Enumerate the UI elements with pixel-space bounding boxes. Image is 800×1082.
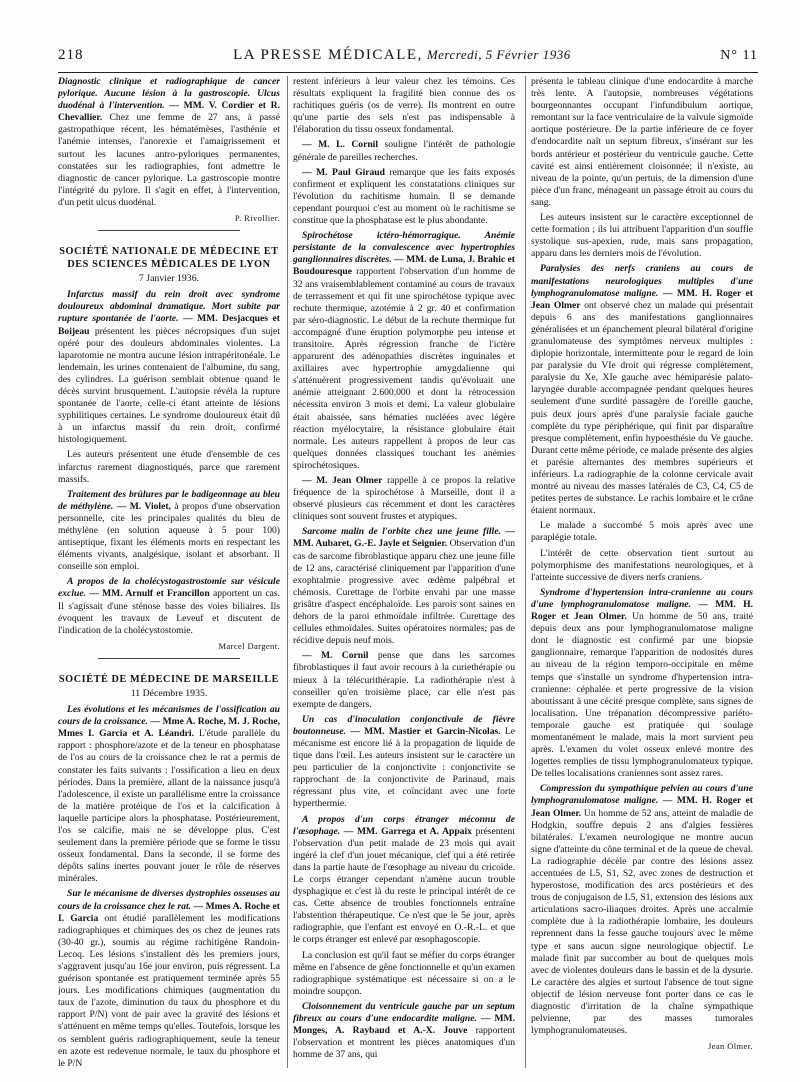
article-text: Observation d'un cas de sarcome fibroblastique apparu chez une jeune fille de 12 ans, caractérisé cliniquement par l'apparition d'une exophtalmie progressive avec œdème palpébral et chémosis. Curettage de l'orbite envahi par une masse grisâtre d'aspect encéphaloïde. Les parois sont saines en dehors de la paroi ethmoïdale infiltrée. Curettage des cellules ethmoïdales. Suites opératoires normales; pas de récidive depuis neuf mois. xyxy=(293,538,515,647)
column-3 xyxy=(531,76,753,1068)
article-authors: — MM. Mastier et Garcin-Nicolas. xyxy=(350,725,501,737)
society-date: 11 Décembre 1935. xyxy=(130,687,208,699)
discussion-olmer xyxy=(293,475,515,523)
article-title: Sarcome malin de l'orbite chez une jeune fille. xyxy=(302,526,501,538)
journal-title: LA PRESSE MÉDICALE, xyxy=(233,47,423,63)
article-title: Compression du sympathique pelvien au cours d'une lymphogranulomatose maligne. xyxy=(531,783,753,807)
article-text: à propos d'une observation personnelle, cite les principales qualités du bleu de méthylène (en solution aqueuse à 5 pour 100) antiseptique, fixant les éléments morts en respectant les éléments vivants, analgésique, isolant et absorbant. Il conseille son emploi. xyxy=(58,500,280,573)
article-authors: — MM. H. Roger et Jean Olmer. xyxy=(531,795,753,819)
article-text: ont observé chez un malade qui présentait depuis 6 ans des manifestations ganglionnaires généralisées et un épanchement pleural bilatéral d'origine granulomateuse des symptômes nerveux multiples : diplopie horizontale, intermittente pour le regard de loin par paralysie du VIe droit qui régresse complètement, paralysie du Xe, XIe gauche avec hémiparésie palato-laryngée durable accompagnée pendant quelques heures seulement d'une surdité passagère de l'oreille gauche, puis deux jours après d'une paralysie faciale gauche complète du type périphérique, qui finit par disparaître presque complètement, enfin hypoesthésie du Ve gauche. Durant cette même période, ce malade présente des algies et parésie alternantes des membres supérieurs et inférieurs. La radiographie de la colonne cervicale avait montré au niveau des masses latérales de C3, C4, C5 de petites pertes de substance. Le rachis lombaire et le crâne étaient normaux. xyxy=(531,299,753,517)
article-text: Un homme de 52 ans, atteint de maladie de Hodgkin, souffre depuis 2 ans d'algies fessières bilatérales. L'examen neurologique ne montre aucun signe d'atteinte du cône terminal et de la queue de cheval. La radiographie décèle par contre des lésions assez accentuées de L5, S1, S2, avec zones de destruction et hyperostose, modification des arcs postérieurs et des trous de conjugaison de L5, S1, extension des lésions aux articulations sacro-iliaques droites. Après une accalmie complète due à la radiothérapie lombaire, les douleurs reprennent dans la fesse gauche toujours avec le même type et sans aucun signe neurologique objectif. Le malade finit par succomber au bout de quelques mois avec de violentes douleurs dans le bassin et de la dysurie. Le caractère des algies et surtout l'absence de tout signe objectif de lésion nerveuse font porter dans ce cas le diagnostic d'irritation de la chaîne sympathique pelvienne, par des masses tumorales lymphogranulomateuses. xyxy=(531,807,753,1037)
signature: Marcel Dargent. xyxy=(218,640,280,651)
signature: Jean Olmer. xyxy=(708,1041,753,1052)
masthead-title-group xyxy=(233,46,571,64)
article-text-continued: restent inférieurs à leur valeur chez les témoins. Ces résultats expliquent la fragilité bien connue des os rachitiques guéris (os de verre). Ils montrent en outre qu'une partie des sels n'est pas indispensable à l'élaboration du tissu osseux fondamental. xyxy=(293,76,515,136)
article-text-continued: Les auteurs insistent sur le caractère exceptionnel de cette formation ; ils lui attribuent l'apparition d'un souffle systolique sus-apexien, rude, mais sans propagation, apparu dans les derniers mois de l'évolution. xyxy=(531,212,753,260)
article-corps-etranger xyxy=(293,814,515,947)
article-desjacques xyxy=(58,289,280,446)
column-rule xyxy=(525,76,526,1068)
issue-date: Mercredi, 5 Février 1936 xyxy=(426,47,571,62)
article-sarcome xyxy=(293,526,515,647)
divider xyxy=(98,230,240,231)
columns xyxy=(58,76,760,1068)
article-spirochetose xyxy=(293,230,515,472)
article-text: souligne l'intérêt de pathologie générale de pareilles recherches. xyxy=(293,139,515,163)
column-rule xyxy=(287,76,288,1068)
article-title: Paralysies des nerfs craniens au cours de manifestations neurologiques multiples d'une lymphogranulomatose maligne. xyxy=(531,263,753,299)
article-text: Un homme de 50 ans, traité depuis deux ans pour lymphogranulomatose maligne dont le diagnostic est confirmé par une biopsie ganglionnaire, remarque l'apparition de nodosités dures au niveau de la région temporo-occipitale en même temps que s'installe un syndrome d'hypertension intra-cranienne: céphalée et perte progressive de la vision aboutissant à une cécité presque complète, sans signes de localisation. Une trépanation décompressive pariéto-temporale gauche est pratiquée qui soulage momentanément le malade, mais la mort survient peu après. L'examen du volet osseux enlevé montre des logettes remplies de tissu lymphogranulomateux typique. De telles localisations craniennes sont assez rares. xyxy=(531,611,753,780)
article-authors: — Mme A. Roche, M. J. Roche, Mmes I. Garcia et A. Léandri. xyxy=(58,716,280,740)
masthead xyxy=(58,46,758,73)
article-text: rapportent l'observation d'un homme de 32 ans vraisemblablement contaminé au cours de travaux de terrassement et qui fit une spirochétose typique avec rechute thermique, azotémie à 2 gr. 40 et confirmation par séro-diagnostic. Le début de la rechute thermique fut accompagné d'une éruption polymorphe peu intense et transitoire. Après régression franche de l'ictère apparurent des adénopathies discrètes inguinales et axillaires avec hypertrophie amygdalienne qui s'atténuèrent progressivement tandis qu'évoluait une anémie atteignant 2.600.000 et dont la rétrocession nécessita environ 3 mois et demi. La valeur globulaire était abaissée, sans hématies nucléées avec légère réaction myélocytaire, la résistance globulaire était normale. Les auteurs rappellent à propos de leur cas quelques données classiques touchant les anémies spirochétosiques. xyxy=(293,266,515,471)
article-text: rappelle à ce propos la relative fréquence de la spirochétose à Marseille, dont il a observé plusieurs cas récemment et dont les caractères cliniques sont souvent frustes et atypiques. xyxy=(293,475,515,523)
page-number: 218 xyxy=(58,47,84,63)
article-text: Chez une femme de 27 ans, à passé gastropathique récent, les hématémèses, l'asthénie et l'anémie intenses, l'anorexie et l'amaigrissement et surtout les lacunes antro-pyloriques permanentes, constatées sur les radiographies, font admettre le diagnostic de cancer pylorique. La gastroscopie montre l'intégrité du pylore. Il s'agit en effet, à l'intervention, d'un petit ulcus duodénal. xyxy=(58,112,280,208)
article-text-continued: Les auteurs présentent une étude d'ensemble de ces infarctus rarement diagnostiqués, parce que rarement massifs. xyxy=(58,449,280,485)
article-cloisonnement xyxy=(293,1001,515,1061)
society-heading: SOCIÉTÉ DE MÉDECINE DE MARSEILLE xyxy=(58,673,280,685)
article-text: remarque que les faits exposés confirment et expliquent les constatations cliniques sur l'évolution du rachitisme humain. Il se demande cependant pourquoi c'est au moment où le rachitisme se constitue que la phosphatase est le plus abondante. xyxy=(293,166,515,227)
article-authors: — MM. Monges, A. Raybaud et A.-X. Jouve xyxy=(293,1013,515,1037)
signature: P. Rivollier. xyxy=(234,213,280,224)
article-violet xyxy=(58,489,280,574)
column-1 xyxy=(58,76,280,1068)
article-text: pense que dans les sarcomes fibroblastiques il faut avoir recours à la curiethérapie ou mieux à la télécurithérapie. La radiothérapie n'est à conseiller qu'en troisième place, car elle n'est pas exempte de dangers. xyxy=(293,650,515,710)
article-roche-ossification xyxy=(58,704,280,885)
society-date: 7 Janvier 1936. xyxy=(138,273,200,285)
article-title: Un cas d'inoculation conjonctivale de fièvre boutonneuse. xyxy=(293,713,515,737)
article-authors: — M. Violet, xyxy=(116,500,171,512)
article-title: Spirochétose ictéro-hémorragique. Anémie persistante de la convalescence avec hypertrophies ganglionnaires discrètes. xyxy=(293,230,515,266)
article-text: présentent les pièces nécropsiques d'un sujet opéré pour des douleurs abdominales violentes. La laparotomie ne montra aucune lésion intrapéritonéale. Le lendemain, les urines contenaient de l'albumine, du sang, des cylindres. La guérison semblait obtenue quand le décès survint brusquement. L'autopsie révéla la rupture spontanée de l'aorte, celle-ci étant atteinte de lésions syphilitiques certaines. Le syndrome douloureux était dû à un infarctus massif du rein droit, confirmé histologiquement. xyxy=(58,325,280,446)
discussion-giraud xyxy=(293,167,515,227)
article-arnulf xyxy=(58,576,280,636)
article-paralysies xyxy=(531,263,753,517)
divider xyxy=(98,658,240,659)
article-text: L'étude parallèle du rapport : phosphore/azote et de la teneur en phosphatase de l'os au cours de la croissance chez le rat a permis de constater les faits suivants : l'ossification a lieu en deux périodes. Dans la première, allant de la naissance jusqu'à l'adolescence, il existe un parallélisme entre la croissance de la matière protéique de l'os et la calcification à laquelle participe alors la phosphatase. Postérieurement, l'os se calcifie, mais ne se développe plus. C'est seulement dans la première période que se forme le tissu osseux fondamental. Dans la seconde, il se forme des dépôts salins inertes pouvant jouer le rôle de réserves minérales. xyxy=(58,728,280,885)
discussion-cornil xyxy=(293,139,515,163)
article-text-continued: L'intérêt de cette observation tient surtout au polymorphisme des manifestations neurologiques, et à l'atteinte successive de divers nerfs craniens. xyxy=(531,547,753,583)
article-authors: — M. Paul Giraud xyxy=(302,166,385,178)
article-authors: — MM. V. Cordier et R. Chevallier. xyxy=(58,100,280,124)
article-title: Diagnostic clinique et radiographique de cancer pylorique. Aucune lésion à la gastroscopie. Ulcus duodénal à l'intervention. xyxy=(58,76,280,112)
article-authors: — MM. H. Roger et Jean Olmer. xyxy=(531,598,753,623)
article-text: ont étudié parallèlement les modifications radiographiques et chimiques des os chez de jeunes rats (30-40 gr.), soumis au régime rachitigène Randoin-Lecoq. Les lésions s'installent dès les premiers jours, s'aggravent jusqu'au 16e jour environ, puis régressent. La guérison spontanée est pratiquement terminée après 55 jours. Les modifications chimiques (augmentation du taux de l'azote, diminution du taux du phosphore et du rapport P/N) vont de pair avec la gravité des lésions et s'atténuent en même temps qu'elles. Toutefois, lorsque les os semblent guéris radiographiquement, seule la teneur en azote est redevenue normale, le taux du phosphore et le P/N xyxy=(58,912,280,1068)
article-title: Infarctus massif du rein droit avec syndrome douloureux abdominal dramatique. Mort subite par rupture spontanée de l'aorte. xyxy=(58,289,280,325)
article-roche-dystrophies xyxy=(58,888,280,1068)
article-fievre-boutonneuse xyxy=(293,714,515,811)
issue-number: N° 11 xyxy=(720,48,758,63)
article-text: présentent l'observation d'un petit malade de 23 mois qui avait ingéré la clef d'un jouet mécanique, clef qui a été retirée dans la partie haute de l'œsophage au niveau du cricoïde. Le corps étranger cependant n'amène aucun trouble dysphagique et c'est là du reste le principal intérêt de ce cas. Cette absence de troubles fonctionnels entraîne l'abstention thérapeutique. Ce n'est que le 5e jour, après radiographie, que l'enfant est envoyé en O.-R.-L. et que le corps étranger est enlevé par œsophagoscopie. xyxy=(293,825,515,946)
article-title: Syndrome d'hypertension intra-cranienne au cours d'une lymphogranulomatose maligne. xyxy=(531,586,753,610)
article-text: apportent un cas. Il s'agissait d'une sténose basse des voies biliaires. Ils évoquent les travaux de Leveuf et discutent de l'indication de la cholécystostomie. xyxy=(58,588,280,636)
article-authors: — MM. Aubaret, G.-E. Jayle et Seignier. xyxy=(293,526,515,550)
article-text: Le mécanisme est encore lié à la propagation de liquide de tique dans l'œil. Les auteurs insistent sur le caractère un peu particulier de la conjonctivite : conjonctivite se rapprochant de la conjonctivite de Parinaud, mais régressant plus vite, et coïncidant avec une forte hyperthermie. xyxy=(293,725,515,810)
article-cordier xyxy=(58,76,280,209)
article-text-continued: La conclusion est qu'il faut se méfier du corps étranger même en l'absence de gêne fonctionnelle et qu'un examen radiographique systématique est nécessaire si on a le moindre soupçon. xyxy=(293,949,515,997)
article-text-continued: Le malade a succombé 5 mois après avec une paraplégie totale. xyxy=(531,520,753,544)
article-authors: — MM. Arnulf et Francillon xyxy=(89,588,210,600)
discussion-cornil-sarcome xyxy=(293,650,515,710)
article-text-continued: présenta le tableau clinique d'une endocardite à marche très lente. A l'autopsie, nombreuses végétations bourgeonnantes occupant l'infundibulum aortique, remontant sur la face ventriculaire de la valvule sigmoïde aortique postérieure. De la partie inférieure de ce foyer d'endocardite naît un septum fibreux, s'insérant sur les bords antérieur et postérieur du ventricule gauche. Cette cavité est ainsi entièrement cloisonnée; il n'existe, au niveau de la pointe, qu'un pertuis, de la dimension d'une pièce d'un franc, ménageant un passage étroit au cours du sang. xyxy=(531,76,753,208)
article-title: Les évolutions et les mécanismes de l'ossification au cours de la croissance. xyxy=(58,704,280,728)
article-authors: — M. Jean Olmer xyxy=(302,475,383,486)
article-compression xyxy=(531,783,753,1037)
article-title: Traitement des brûlures par le badigeonnage au bleu de méthylène. xyxy=(58,488,280,512)
article-authors: — M. Cornil xyxy=(302,650,369,662)
society-heading: SOCIÉTÉ NATIONALE DE MÉDECINE ET DES SCIENCES MÉDICALES DE LYON xyxy=(59,246,279,271)
article-authors: — MM. H. Roger et Jean Olmer xyxy=(531,287,753,311)
article-authors: — M. L. Cornil xyxy=(302,139,379,151)
article-title: Sur le mécanisme de diverses dystrophies osseuses au cours de la croissance chez le rat. xyxy=(58,888,280,912)
article-authors: — MM. de Luna, J. Brahic et Boudouresque xyxy=(293,254,515,278)
column-2 xyxy=(293,76,515,1068)
article-title: A propos d'un corps étranger méconnu de l'œsophage. xyxy=(293,813,515,837)
article-authors: — MM. Desjacques et Boijeau xyxy=(58,313,280,337)
article-text: rapportent l'observation et montrent les pièces anatomiques d'un homme de 37 ans, qui xyxy=(293,1025,515,1061)
article-hypertension xyxy=(531,587,753,781)
article-authors: — Mmes A. Roche et I. Garcia xyxy=(58,900,280,924)
article-authors: — MM. Garrega et A. Appaix xyxy=(343,825,472,837)
article-title: Cloisonnement du ventricule gauche par un septum fibreux au cours d'une endocardite maligne. xyxy=(293,1000,515,1025)
article-title: A propos de la cholécystogastrostomie sur vésicule exclue. xyxy=(58,576,280,600)
